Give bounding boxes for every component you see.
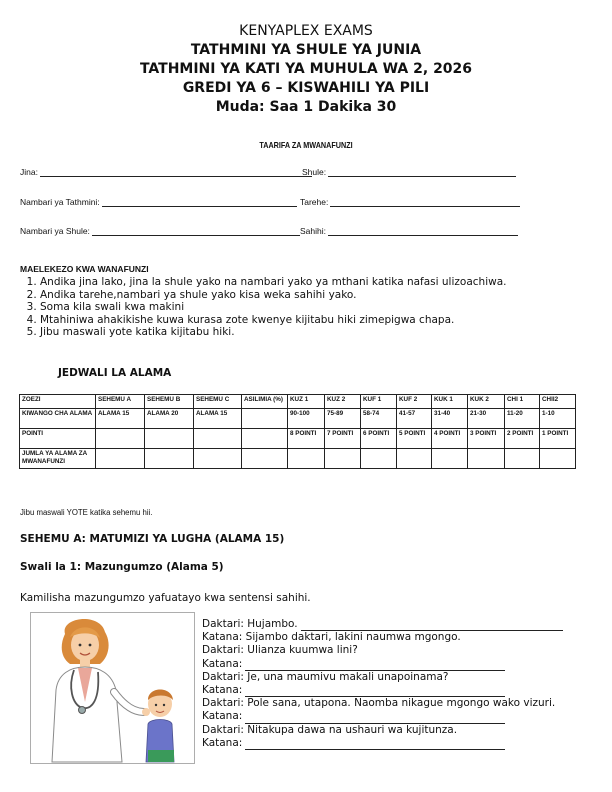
table-cell: 1 POINTI	[540, 429, 576, 449]
table-cell[interactable]	[505, 449, 540, 469]
school-label: Shule:	[302, 167, 327, 177]
section-a-title: SEHEMU A: MATUMIZI YA LUGHA (ALAMA 15)	[20, 533, 285, 545]
dialogue-text: Katana:	[202, 710, 243, 723]
table-cell: SEHEMU B	[145, 395, 194, 409]
dialogue-text: Katana:	[202, 657, 243, 670]
dialogue-line	[202, 684, 563, 697]
question-1-title: Swali la 1: Mazungumzo (Alama 5)	[20, 561, 224, 573]
table-cell	[194, 429, 242, 449]
table-cell: 6 POINTI	[361, 429, 397, 449]
answer-line[interactable]	[245, 739, 505, 750]
name-line[interactable]	[40, 167, 312, 177]
answer-line[interactable]	[245, 686, 505, 697]
dialogue-line	[202, 737, 563, 750]
dialogue-text: Katana:	[202, 736, 243, 749]
table-cell: 5 POINTI	[397, 429, 432, 449]
dialogue-line	[202, 618, 563, 631]
table-cell[interactable]	[540, 449, 576, 469]
table-cell: KIWANGO CHA ALAMA	[20, 409, 96, 429]
table-cell: 75-89	[325, 409, 361, 429]
table-cell: POINTI	[20, 429, 96, 449]
dialogue-line	[202, 724, 563, 737]
table-cell: 7 POINTI	[325, 429, 361, 449]
instructions-title: MAELEKEZO KWA WANAFUNZI	[20, 264, 149, 274]
table-row	[20, 429, 576, 449]
exam-term: TATHMINI YA KATI YA MUHULA WA 2, 2026	[139, 61, 473, 77]
assessment-number-field[interactable]	[20, 197, 297, 207]
exam-title: TATHMINI YA SHULE YA JUNIA	[190, 42, 422, 58]
answer-line[interactable]	[245, 660, 505, 671]
table-cell: ALAMA 15	[194, 409, 242, 429]
assessment-number-line[interactable]	[102, 197, 297, 207]
school-number-label: Nambari ya Shule:	[20, 226, 90, 236]
answer-line[interactable]	[301, 620, 563, 631]
table-cell	[242, 409, 288, 429]
dialogue-line	[202, 658, 563, 671]
school-number-line[interactable]	[92, 226, 300, 236]
table-cell: 3 POINTI	[468, 429, 505, 449]
instruction-item: 5. Jibu maswali yote katika kijitabu hiki.	[40, 326, 506, 339]
instruction-item: 1. Andika jina lako, jina la shule yako na nambari yako ya mthani katika nafasi ulizoachiwa.	[40, 276, 506, 289]
table-cell[interactable]	[432, 449, 468, 469]
table-cell[interactable]	[96, 449, 145, 469]
table-cell: KUF 1	[361, 395, 397, 409]
table-cell: ALAMA 15	[96, 409, 145, 429]
dialogue-text: Daktari: Pole sana, utapona. Naomba nikague mgongo wako vizuri.	[202, 697, 556, 710]
school-number-field[interactable]	[20, 226, 300, 236]
table-cell: 58-74	[361, 409, 397, 429]
dialogue-text: Daktari: Nitakupa dawa na ushauri wa kujitunza.	[202, 723, 458, 736]
table-cell: KUK 2	[468, 395, 505, 409]
table-cell	[145, 429, 194, 449]
instruction-item: 3. Soma kila swali kwa makini	[40, 301, 506, 314]
table-cell[interactable]	[194, 449, 242, 469]
instruction-item: 4. Mtahiniwa ahakikishe kuwa kurasa zote kwenye kijitabu hiki zimepigwa chapa.	[40, 314, 506, 327]
table-cell: CHII2	[540, 395, 576, 409]
score-table	[19, 394, 576, 469]
table-cell: 4 POINTI	[432, 429, 468, 449]
instruction-item: 2. Andika tarehe,nambari ya shule yako kisa weka sahihi yako.	[40, 289, 506, 302]
table-cell: JUMLA YA ALAMA ZA MWANAFUNZI	[20, 449, 96, 469]
school-field[interactable]	[302, 167, 516, 177]
question-1-instruction: Kamilisha mazungumzo yafuatayo kwa sentensi sahihi.	[20, 592, 311, 604]
table-row	[20, 449, 576, 469]
section-instruction: Jibu maswali YOTE katika sehemu hii.	[20, 508, 153, 517]
table-cell: 90-100	[288, 409, 325, 429]
table-cell: KUZ 2	[325, 395, 361, 409]
dialogue-line	[202, 697, 563, 710]
table-cell: SEHEMU A	[96, 395, 145, 409]
table-cell: CHI 1	[505, 395, 540, 409]
table-cell: KUZ 1	[288, 395, 325, 409]
score-table-title: JEDWALI LA ALAMA	[58, 367, 172, 379]
exam-grade-subject: GREDI YA 6 – KISWAHILI YA PILI	[182, 80, 430, 96]
dialogue-line	[202, 710, 563, 723]
table-cell: 41-57	[397, 409, 432, 429]
table-cell: KUK 1	[432, 395, 468, 409]
student-info-title: TAARIFA ZA MWANAFUNZI	[259, 140, 353, 150]
table-cell: SEHEMU C	[194, 395, 242, 409]
dialogue-text: Daktari: Hujambo.	[202, 618, 298, 630]
dialogue-line	[202, 631, 563, 644]
table-cell	[96, 429, 145, 449]
table-cell: ASILIMIA (%)	[242, 395, 288, 409]
table-cell: KUF 2	[397, 395, 432, 409]
table-cell[interactable]	[242, 449, 288, 469]
table-cell: 31-40	[432, 409, 468, 429]
date-line[interactable]	[330, 197, 520, 207]
school-line[interactable]	[328, 167, 516, 177]
table-cell: 8 POINTI	[288, 429, 325, 449]
dialogue	[202, 618, 563, 750]
table-cell[interactable]	[288, 449, 325, 469]
dialogue-text: Daktari: Je, una maumivu makali unapoinama?	[202, 670, 449, 683]
dialogue-line	[202, 644, 563, 657]
dialogue-text: Katana: Sijambo daktari, lakini naumwa mgongo.	[202, 631, 461, 644]
exam-header	[0, 22, 612, 117]
table-cell: 2 POINTI	[505, 429, 540, 449]
exam-duration: Muda: Saa 1 Dakika 30	[215, 99, 397, 115]
instructions-list	[18, 276, 506, 339]
table-cell[interactable]	[361, 449, 397, 469]
name-field[interactable]	[20, 167, 312, 177]
table-cell[interactable]	[325, 449, 361, 469]
table-cell: 11-20	[505, 409, 540, 429]
answer-line[interactable]	[245, 713, 505, 724]
table-cell[interactable]	[145, 449, 194, 469]
signature-line[interactable]	[328, 226, 518, 236]
assessment-number-label: Nambari ya Tathmini:	[20, 197, 100, 207]
dialogue-text: Katana:	[202, 684, 243, 697]
table-cell	[242, 429, 288, 449]
table-cell: ZOEZI	[20, 395, 96, 409]
table-header-row	[20, 395, 576, 409]
name-label: Jina:	[20, 167, 38, 177]
table-cell: 1-10	[540, 409, 576, 429]
table-cell: 21-30	[468, 409, 505, 429]
table-cell: ALAMA 20	[145, 409, 194, 429]
signature-field[interactable]	[300, 226, 518, 236]
dialogue-text: Daktari: Ulianza kuumwa lini?	[202, 644, 358, 657]
signature-label: Sahihi:	[300, 226, 326, 236]
exam-provider: KENYAPLEX EXAMS	[239, 23, 373, 39]
table-cell[interactable]	[468, 449, 505, 469]
date-label: Tarehe:	[300, 197, 329, 207]
table-cell[interactable]	[397, 449, 432, 469]
table-row	[20, 409, 576, 429]
dialogue-line	[202, 671, 563, 684]
doctor-and-boy-illustration	[30, 612, 195, 764]
date-field[interactable]	[300, 197, 520, 207]
